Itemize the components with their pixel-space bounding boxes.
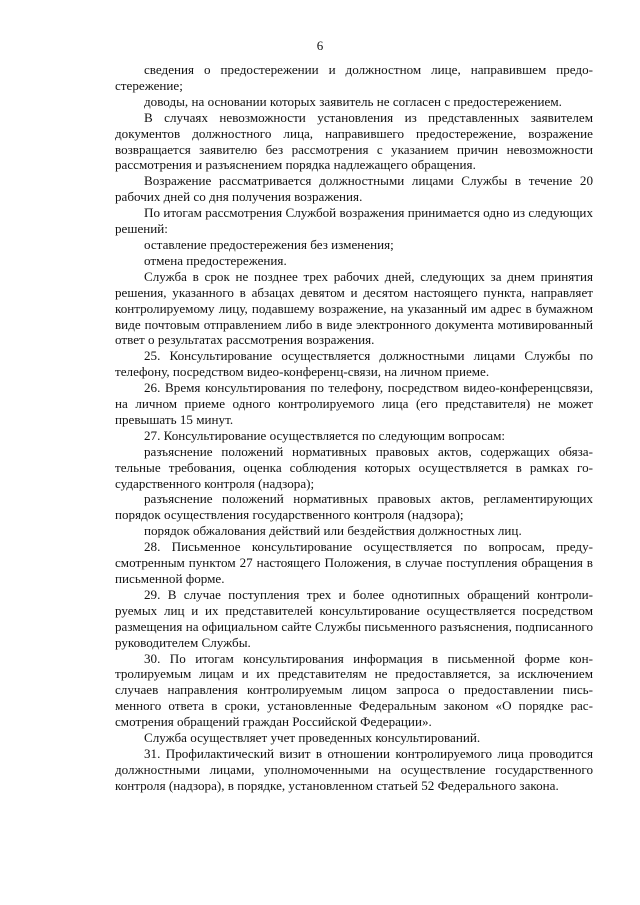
paragraph: Служба осуществляет учет проведенных консультирований. xyxy=(144,730,481,746)
paragraph: По итогам рассмотрения Службой возражения принимается одно из следующих решений: xyxy=(115,205,593,237)
paragraph: сведения о предостережении и должностном лице, направившем предостережение; xyxy=(115,62,593,93)
page-number: 6 xyxy=(316,38,324,53)
paragraph-item-26: 26. Время консультирования по телефону, посредством видео-конференцсвязи, на личном приеме одного контролируемого лица (его представителя) не может превышать 15 минут. xyxy=(115,380,593,427)
paragraph-item-25: 25. Консультирование осуществляется должностными лицами Службы по телефону, посредством видео-конференц-связи, на личном приеме. xyxy=(115,348,593,380)
document-body xyxy=(115,62,593,794)
paragraph: оставление предостережения без изменения; xyxy=(144,236,394,252)
paragraph-item-31: 31. Профилактический визит в отношении контролируемого лица проводится должностными лицами, уполномоченными на осуществление государственного контроля (надзора), в порядке, установленном статьей 52 Федерального закона. xyxy=(115,745,593,793)
paragraph-item-27: 27. Консультирование осуществляется по следующим вопросам: xyxy=(144,427,506,443)
paragraph: Служба в срок не позднее трех рабочих дней, следующих за днем принятия решения, указанного в абзацах девятом и десятом настоящего пункта, направляет контролируемому лицу, подавшему возражение, на указанный им адрес в бумажном виде почтовым отправлением либо в виде электронного документа мотивированный ответ о результатах рассмотрения возражения. xyxy=(115,268,593,348)
paragraph-item-28: 28. Письменное консультирование осуществляется по вопросам, предусмотренным пунктом 27 настоящего Положения, в случае поступления обращения в письменной форме. xyxy=(115,539,593,586)
paragraph: доводы, на основании которых заявитель не согласен с предостережением. xyxy=(144,93,562,109)
paragraph-item-29: 29. В случае поступления трех и более однотипных обращений контролируемых лиц и их представителей консультирование осуществляется посредством размещения на официальном сайте Службы письменного разъяснения, подписанного руководителем Службы. xyxy=(115,586,593,650)
paragraph: В случаях невозможности установления из представленных заявителем документов должностного лица, направившего предостережение, возражение возвращается заявителю без рассмотрения с указанием причин невозможности рассмотрения и разъяснением порядка надлежащего обращения. xyxy=(115,109,593,173)
paragraph: разъяснение положений нормативных правовых актов, содержащих обязательные требования, оценка соблюдения которых осуществляется в рамках государственного контроля (надзора); xyxy=(115,443,593,491)
paragraph-item-30: 30. По итогам консультирования информация в письменной форме контролируемым лицам и их представителям не предоставляется, за исключением случаев направления контролируемым лицом запроса о предоставлении письменного ответа в сроки, установленные Федеральным законом «О порядке рассмотрения обращений граждан Российской Федерации». xyxy=(115,650,593,730)
paragraph: Возражение рассматривается должностными лицами Службы в течение 20 рабочих дней со дня получения возражения. xyxy=(115,173,593,205)
paragraph: отмена предостережения. xyxy=(144,252,287,268)
paragraph: порядок обжалования действий или бездействия должностных лиц. xyxy=(144,523,522,539)
paragraph: разъяснение положений нормативных правовых актов, регламентирующих порядок осуществления государственного контроля (надзора); xyxy=(115,491,593,523)
